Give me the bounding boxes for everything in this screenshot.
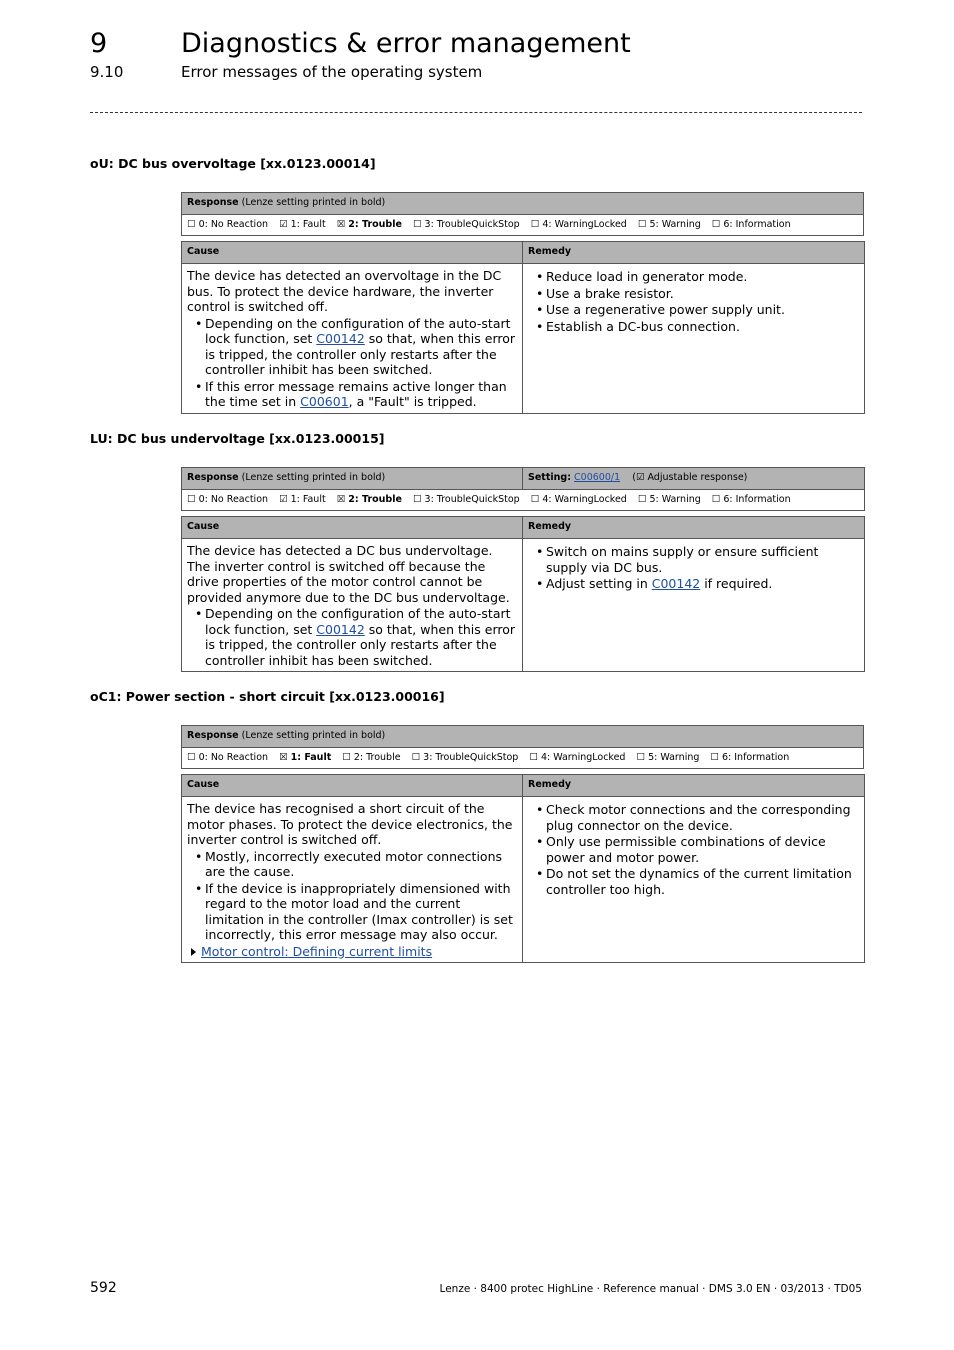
setting-header: Setting: C00600/1 (☑ Adjustable response) [523,468,865,490]
option-4: ☐ 4: WarningLocked [530,219,627,230]
option-0: ☐ 0: No Reaction [187,219,269,230]
remedy-header: Remedy [523,775,865,797]
cause-bullet: • Depending on the configuration of the auto-start lock function, set C00142 so that, when this error is tripped, the controller only restarts after the controller inhibit has been switched. [205,316,517,378]
param-link-c00142[interactable]: C00142 [316,331,365,346]
option-2: ☒ 2: Trouble [336,219,402,230]
cause-cell [182,539,523,672]
response-table-ou [181,192,864,236]
option-4: ☐ 4: WarningLocked [529,752,626,763]
header-divider [90,112,862,113]
cause-header: Cause [182,517,523,539]
cause-remedy-table-ou [181,241,865,414]
response-options [182,215,864,236]
option-4: ☐ 4: WarningLocked [530,494,627,505]
param-link-c00142[interactable]: C00142 [316,621,365,637]
footer-text: Lenze · 8400 protec HighLine · Reference manual · DMS 3.0 EN · 03/2013 · TD05 [439,1283,862,1295]
option-6: ☐ 6: Information [711,494,791,505]
option-1: ☒ 1: Fault [279,752,332,763]
option-1: ☑ 1: Fault [279,219,326,230]
option-3: ☐ 3: TroubleQuickStop [412,219,520,230]
cause-bullet: • If the device is inappropriately dimensioned with regard to the motor load and the current limitation in the controller (Imax controller) is set incorrectly, this error message may also occur. [205,881,517,943]
option-2: ☐ 2: Trouble [342,752,401,763]
option-3: ☐ 3: TroubleQuickStop [412,494,520,505]
error-heading-ou: oU: DC bus overvoltage [xx.0123.00014] [90,156,376,171]
cause-text: The device has detected an overvoltage in the DC bus. To protect the device hardware, the inverter control is switched off. [187,268,502,314]
cause-header: Cause [182,775,523,797]
param-link-c00601[interactable]: C00601 [300,394,349,409]
cause-remedy-table-oc1 [181,774,865,963]
remedy-header: Remedy [523,517,865,539]
cause-bullet: • Depending on the configuration of the auto-start lock function, set C00142 so that, when this error is tripped, the controller only restarts after the controller inhibit has been switched. [205,606,517,668]
arrow-right-icon [191,948,196,956]
remedy-bullet: • Switch on mains supply or ensure sufficient supply via DC bus. [546,544,859,575]
remedy-bullet: • Do not set the dynamics of the current limitation controller too high. [546,866,859,897]
section-number: 9.10 [90,63,124,81]
cause-text: The device has recognised a short circuit of the motor phases. To protect the device electronics, the inverter control is switched off. [187,801,513,847]
cause-remedy-table-lu [181,516,865,672]
option-2: ☒ 2: Trouble [336,494,402,505]
error-heading-oc1: oC1: Power section - short circuit [xx.0123.00016] [90,689,445,704]
option-6: ☐ 6: Information [710,752,790,763]
option-0: ☐ 0: No Reaction [187,752,269,763]
option-5: ☐ 5: Warning [636,752,700,763]
page-number: 592 [90,1280,117,1296]
option-3: ☐ 3: TroubleQuickStop [411,752,519,763]
response-options [182,490,865,511]
option-5: ☐ 5: Warning [637,219,701,230]
option-0: ☐ 0: No Reaction [187,494,269,505]
section-title: Error messages of the operating system [181,63,483,81]
option-1: ☑ 1: Fault [279,494,326,505]
remedy-bullet: • Reduce load in generator mode. [546,269,859,285]
response-header: Response (Lenze setting printed in bold) [182,193,864,215]
cause-cell [182,264,523,414]
remedy-bullet: • Check motor connections and the corresponding plug connector on the device. [546,802,859,833]
cause-header: Cause [182,242,523,264]
remedy-cell [523,264,865,414]
remedy-header: Remedy [523,242,865,264]
remedy-bullet: • Use a regenerative power supply unit. [546,302,859,318]
error-heading-lu: LU: DC bus undervoltage [xx.0123.00015] [90,431,385,446]
option-6: ☐ 6: Information [711,219,791,230]
remedy-bullet: • Only use permissible combinations of device power and motor power. [546,834,859,865]
cause-text: The device has detected a DC bus undervoltage. The inverter control is switched off because the drive properties of the motor control cannot be provided anymore due to the DC bus undervoltage. [187,543,510,605]
chapter-number: 9 [90,28,108,59]
setting-link-c00600[interactable]: C00600/1 [574,472,621,483]
param-link-c00142[interactable]: C00142 [651,576,701,591]
response-table-oc1 [181,725,864,769]
motor-control-link[interactable]: Motor control: Defining current limits [201,943,433,959]
remedy-bullet: • Establish a DC-bus connection. [546,319,859,335]
cross-reference [187,944,517,960]
chapter-title: Diagnostics & error management [181,28,631,59]
cause-cell [182,797,523,963]
cause-bullet: • Mostly, incorrectly executed motor connections are the cause. [205,849,517,880]
option-5: ☐ 5: Warning [637,494,701,505]
cause-bullet: • If this error message remains active longer than the time set in C00601, a "Fault" is tripped. [205,379,517,410]
remedy-cell [523,797,865,963]
response-options [182,748,864,769]
response-header: Response (Lenze setting printed in bold) [182,726,864,748]
remedy-cell [523,539,865,672]
remedy-bullet: • Adjust setting in C00142 if required. [546,576,859,592]
remedy-bullet: • Use a brake resistor. [546,286,859,302]
response-header: Response (Lenze setting printed in bold) [182,468,523,490]
response-table-lu [181,467,865,511]
